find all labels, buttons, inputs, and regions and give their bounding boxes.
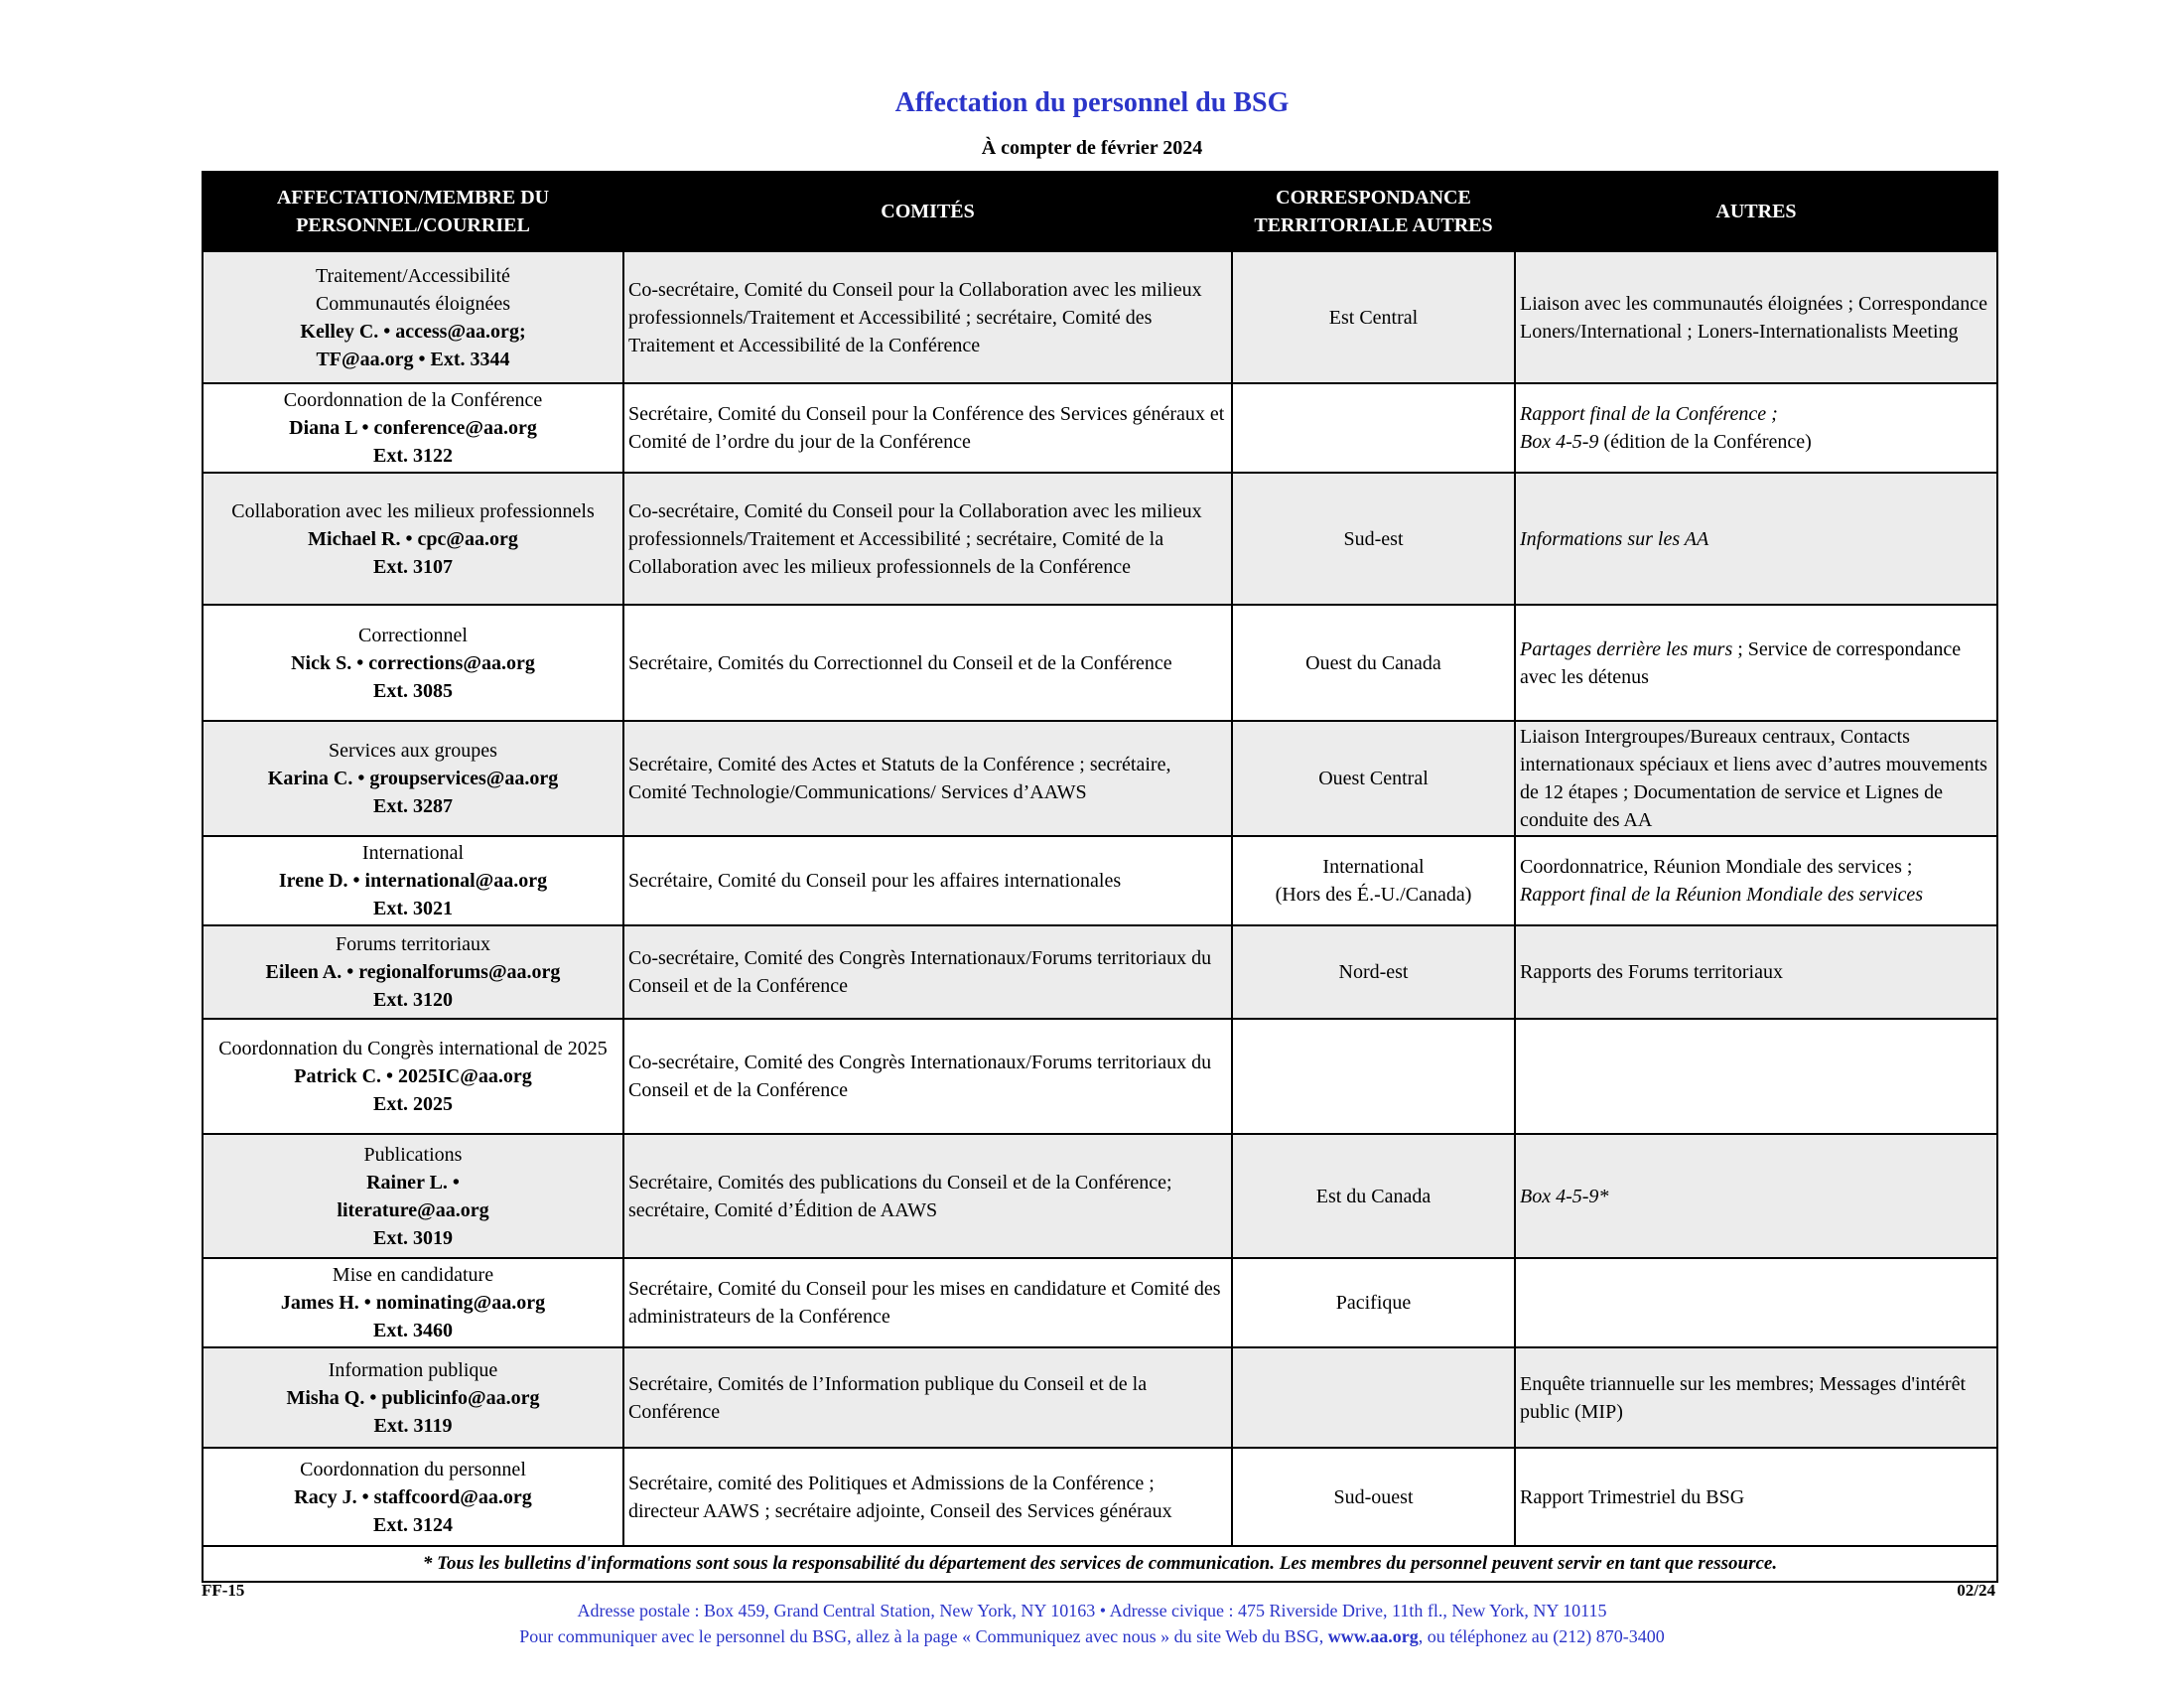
table-row	[203, 1019, 1997, 1134]
publication-title: Rapport final de la Réunion Mondiale des services	[1520, 884, 1924, 906]
staff-contact: Ext. 3119	[373, 1414, 453, 1437]
assignment-cell	[203, 721, 623, 836]
page-subtitle: À compter de février 2024	[981, 137, 1203, 159]
assignment-label: Publications	[363, 1143, 463, 1166]
territory-cell: Sud-ouest	[1232, 1448, 1515, 1546]
staff-contact: Ext. 3124	[373, 1513, 453, 1536]
territory-label: International	[1322, 856, 1425, 878]
other-cell	[1515, 836, 1997, 925]
other-text: ; Service de correspondance avec les détenus	[1520, 637, 1962, 688]
column-header-territory: CORRESPONDANCE TERRITORIALE AUTRES	[1232, 172, 1515, 251]
assignment-cell	[203, 605, 623, 721]
assignment-cell	[203, 1258, 623, 1347]
territory-cell: Ouest Central	[1232, 721, 1515, 836]
table-header-row	[203, 172, 1997, 251]
staff-contact: TF@aa.org • Ext. 3344	[316, 348, 510, 370]
table-row	[203, 1258, 1997, 1347]
staff-contact: Karina C. • groupservices@aa.org	[267, 768, 559, 789]
other-cell: Liaison Intergroupes/Bureaux centraux, Contacts internationaux spéciaux et liens avec d’autres mouvements de 12 étapes ; Documentation de service et Lignes de conduite des AA	[1515, 721, 1997, 836]
territory-cell	[1232, 1347, 1515, 1448]
committees-cell: Secrétaire, Comité des Actes et Statuts de la Conférence ; secrétaire, Comité Technologie/Communications/ Services d’AAWS	[623, 721, 1232, 836]
committees-cell: Co-secrétaire, Comité des Congrès Internationaux/Forums territoriaux du Conseil et de la Conférence	[623, 925, 1232, 1019]
assignment-cell	[203, 1134, 623, 1258]
assignment-cell	[203, 925, 623, 1019]
staff-contact: Ext. 2025	[373, 1093, 453, 1115]
table-row	[203, 473, 1997, 605]
other-cell: Rapport Trimestriel du BSG	[1515, 1448, 1997, 1546]
footnote: * Tous les bulletins d'informations sont sous la responsabilité du département des services de communication. Les membres du personnel peuvent servir en tant que ressource.	[203, 1546, 1997, 1582]
assignment-label: International	[361, 842, 465, 864]
table-row	[203, 836, 1997, 925]
committees-cell: Co-secrétaire, Comité du Conseil pour la Collaboration avec les milieux professionnels/Traitement et Accessibilité ; secrétaire, Comité de la Collaboration avec les milieux professionnels de la Conférence	[623, 473, 1232, 605]
column-header-other: AUTRES	[1515, 172, 1997, 251]
assignment-cell	[203, 1347, 623, 1448]
territory-cell: Pacifique	[1232, 1258, 1515, 1347]
staff-contact: literature@aa.org	[337, 1198, 489, 1221]
staff-assignment-table	[202, 171, 1998, 1583]
committees-cell: Secrétaire, Comités du Correctionnel du Conseil et de la Conférence	[623, 605, 1232, 721]
form-code: FF-15	[202, 1581, 245, 1600]
assignment-label: Coordonnation du Congrès international de 2025	[218, 1038, 608, 1059]
publication-title: Box 4-5-9*	[1520, 1185, 1609, 1207]
assignment-label: Services aux groupes	[329, 740, 497, 762]
staff-contact: Ext. 3460	[373, 1320, 453, 1341]
other-cell: Liaison avec les communautés éloignées ; Correspondance Loners/International ; Loners-Internationalists Meeting	[1515, 251, 1997, 383]
committees-cell: Secrétaire, Comité du Conseil pour les affaires internationales	[623, 836, 1232, 925]
table-row	[203, 251, 1997, 383]
assignment-cell	[203, 1448, 623, 1546]
staff-contact: Ext. 3021	[373, 898, 453, 919]
staff-contact: James H. • nominating@aa.org	[280, 1292, 546, 1314]
assignment-label: Information publique	[328, 1358, 498, 1381]
staff-contact: Ext. 3122	[373, 445, 453, 467]
column-header-committees: COMITÉS	[623, 172, 1232, 251]
territory-cell: Sud-est	[1232, 473, 1515, 605]
staff-contact: Racy J. • staffcoord@aa.org	[294, 1485, 532, 1508]
other-cell	[1515, 1134, 1997, 1258]
territory-cell: Nord-est	[1232, 925, 1515, 1019]
staff-contact: Patrick C. • 2025IC@aa.org	[294, 1065, 532, 1087]
staff-contact: Diana L • conference@aa.org	[289, 417, 537, 439]
publication-title: Box 4-5-9	[1520, 431, 1599, 453]
committees-cell: Co-secrétaire, Comité du Conseil pour la Collaboration avec les milieux professionnels/Traitement et Accessibilité ; secrétaire, Comité des Traitement et Accessibilité de la Conférence	[623, 251, 1232, 383]
staff-contact: Irene D. • international@aa.org	[278, 870, 548, 892]
staff-contact: Ext. 3085	[373, 679, 453, 702]
assignment-label: Traitement/Accessibilité	[316, 264, 510, 287]
territory-cell	[1232, 1019, 1515, 1134]
other-cell	[1515, 1258, 1997, 1347]
staff-contact: Eileen A. • regionalforums@aa.org	[265, 961, 561, 983]
footer-address: Adresse postale : Box 459, Grand Central Station, New York, NY 10163 • Adresse civique : 475 Riverside Drive, 11th fl., New York, NY 10115	[577, 1601, 1607, 1620]
assignment-label: Collaboration avec les milieux professionnels	[231, 499, 595, 522]
table-row	[203, 1347, 1997, 1448]
page-title: Affectation du personnel du BSG	[894, 87, 1290, 118]
assignment-cell	[203, 251, 623, 383]
table-row	[203, 1448, 1997, 1546]
assignment-cell	[203, 473, 623, 605]
committees-cell: Secrétaire, Comités des publications du Conseil et de la Conférence; secrétaire, Comité d’Édition de AAWS	[623, 1134, 1232, 1258]
committees-cell: Secrétaire, Comités de l’Information publique du Conseil et de la Conférence	[623, 1347, 1232, 1448]
staff-contact: Ext. 3120	[373, 989, 453, 1011]
footnote-row	[203, 1546, 1997, 1582]
table-row	[203, 925, 1997, 1019]
other-text: (édition de la Conférence)	[1603, 431, 1812, 453]
other-cell	[1515, 605, 1997, 721]
footer-phone-text: , ou téléphonez au (212) 870-3400	[1418, 1626, 1665, 1646]
footer-website-link[interactable]: www.aa.org	[1327, 1626, 1419, 1646]
assignment-cell	[203, 836, 623, 925]
assignment-label: Forums territoriaux	[335, 933, 491, 955]
staff-contact: Michael R. • cpc@aa.org	[308, 527, 518, 550]
staff-contact: Ext. 3019	[373, 1226, 453, 1249]
assignment-label: Mise en candidature	[332, 1264, 494, 1286]
committees-cell: Secrétaire, Comité du Conseil pour la Conférence des Services généraux et Comité de l’ordre du jour de la Conférence	[623, 383, 1232, 473]
staff-contact: Ext. 3107	[373, 555, 453, 578]
publication-title: Informations sur les AA	[1520, 527, 1709, 550]
publication-title: Rapport final de la Conférence ;	[1520, 403, 1778, 425]
staff-contact: Rainer L. •	[366, 1171, 460, 1194]
other-cell: Rapports des Forums territoriaux	[1515, 925, 1997, 1019]
committees-cell: Secrétaire, comité des Politiques et Admissions de la Conférence ; directeur AAWS ; secrétaire adjointe, Conseil des Services généraux	[623, 1448, 1232, 1546]
assignment-label: Communautés éloignées	[315, 292, 511, 315]
staff-contact: Kelley C. • access@aa.org;	[300, 320, 526, 343]
committees-cell: Co-secrétaire, Comité des Congrès Internationaux/Forums territoriaux du Conseil et de la Conférence	[623, 1019, 1232, 1134]
other-text: Coordonnatrice, Réunion Mondiale des services ;	[1520, 856, 1913, 878]
assignment-cell	[203, 383, 623, 473]
table-row	[203, 1134, 1997, 1258]
column-header-assignment: AFFECTATION/MEMBRE DU PERSONNEL/COURRIEL	[203, 172, 623, 251]
assignment-label: Correctionnel	[358, 624, 468, 646]
staff-contact: Ext. 3287	[373, 795, 453, 817]
publication-title: Partages derrière les murs	[1520, 637, 1733, 660]
footer-contact	[0, 1626, 2184, 1647]
assignment-label: Coordonnation du personnel	[300, 1458, 526, 1480]
assignment-label: Coordonnation de la Conférence	[283, 389, 543, 411]
other-cell	[1515, 473, 1997, 605]
staff-contact: Nick S. • corrections@aa.org	[291, 651, 535, 674]
staff-contact: Misha Q. • publicinfo@aa.org	[286, 1386, 540, 1409]
revision-date: 02/24	[1957, 1581, 1995, 1600]
territory-cell: Est Central	[1232, 251, 1515, 383]
territory-cell: Est du Canada	[1232, 1134, 1515, 1258]
table-row	[203, 721, 1997, 836]
territory-cell: Ouest du Canada	[1232, 605, 1515, 721]
committees-cell: Secrétaire, Comité du Conseil pour les mises en candidature et Comité des administrateurs de la Conférence	[623, 1258, 1232, 1347]
assignment-cell	[203, 1019, 623, 1134]
table-row	[203, 383, 1997, 473]
other-cell	[1515, 1019, 1997, 1134]
territory-cell	[1232, 383, 1515, 473]
territory-label: (Hors des É.-U./Canada)	[1275, 884, 1472, 906]
table-row	[203, 605, 1997, 721]
territory-cell	[1232, 836, 1515, 925]
other-cell	[1515, 383, 1997, 473]
footer-contact-text: Pour communiquer avec le personnel du BSG, allez à la page « Communiquez avec nous » du site Web du BSG,	[519, 1626, 1324, 1646]
other-cell: Enquête triannuelle sur les membres; Messages d'intérêt public (MIP)	[1515, 1347, 1997, 1448]
